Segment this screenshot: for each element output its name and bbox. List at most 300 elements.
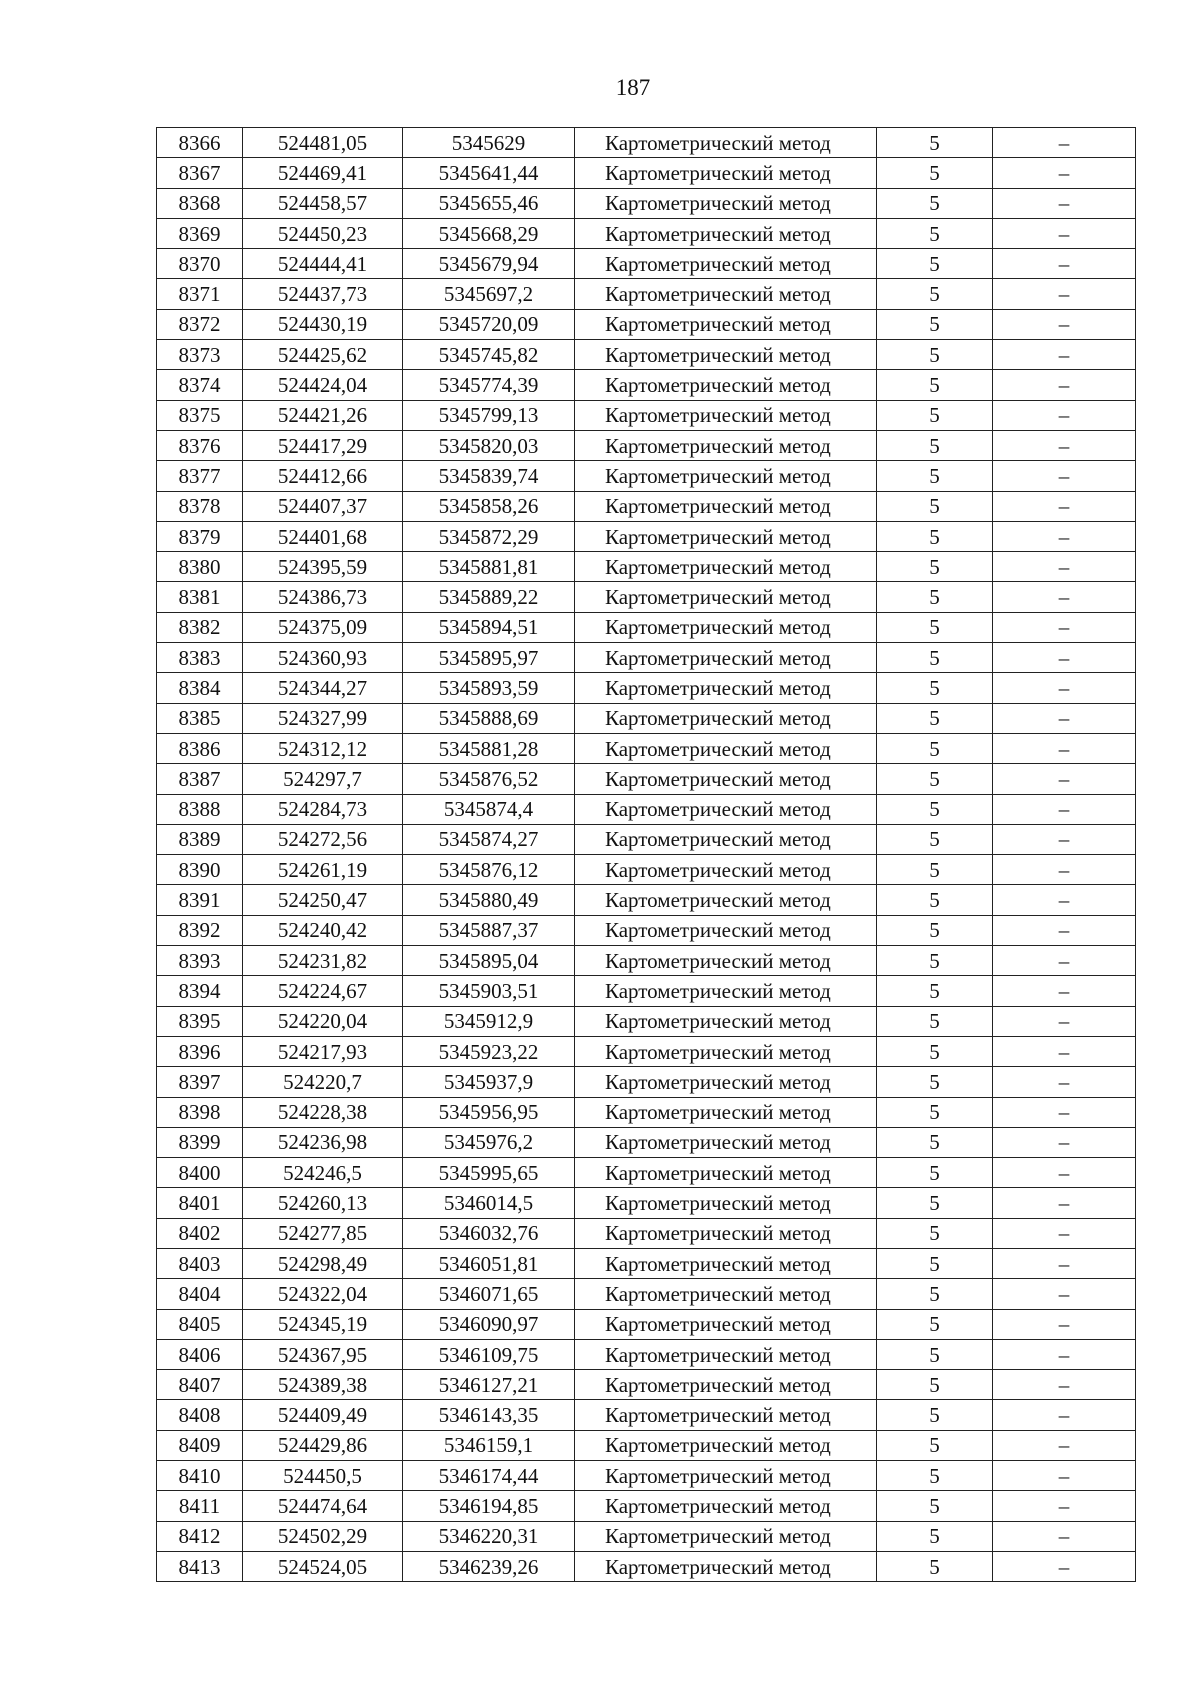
table-row	[157, 461, 1136, 491]
precision-cell: 5	[877, 1521, 993, 1551]
page-number: 187	[615, 75, 651, 100]
method-cell: Картометрический метод	[575, 430, 877, 460]
x-coordinate-cell: 524224,67	[243, 976, 403, 1006]
point-number-cell: 8396	[157, 1036, 243, 1066]
note-cell: –	[993, 430, 1136, 460]
precision-cell: 5	[877, 552, 993, 582]
method-cell: Картометрический метод	[575, 855, 877, 885]
y-coordinate-cell: 5345976,2	[403, 1127, 575, 1157]
y-coordinate-cell: 5345629	[403, 128, 575, 158]
note-cell: –	[993, 1127, 1136, 1157]
x-coordinate-cell: 524272,56	[243, 824, 403, 854]
table-row	[157, 1491, 1136, 1521]
x-coordinate-cell: 524322,04	[243, 1279, 403, 1309]
y-coordinate-cell: 5345655,46	[403, 188, 575, 218]
table-row	[157, 764, 1136, 794]
method-cell: Картометрический метод	[575, 703, 877, 733]
method-cell: Картометрический метод	[575, 128, 877, 158]
note-cell: –	[993, 1188, 1136, 1218]
y-coordinate-cell: 5345894,51	[403, 612, 575, 642]
x-coordinate-cell: 524260,13	[243, 1188, 403, 1218]
x-coordinate-cell: 524474,64	[243, 1491, 403, 1521]
note-cell: –	[993, 1097, 1136, 1127]
point-number-cell: 8391	[157, 885, 243, 915]
method-cell: Картометрический метод	[575, 946, 877, 976]
x-coordinate-cell: 524444,41	[243, 249, 403, 279]
table-row	[157, 340, 1136, 370]
precision-cell: 5	[877, 582, 993, 612]
x-coordinate-cell: 524417,29	[243, 430, 403, 460]
table-row	[157, 976, 1136, 1006]
x-coordinate-cell: 524458,57	[243, 188, 403, 218]
precision-cell: 5	[877, 612, 993, 642]
note-cell: –	[993, 552, 1136, 582]
x-coordinate-cell: 524297,7	[243, 764, 403, 794]
method-cell: Картометрический метод	[575, 1370, 877, 1400]
method-cell: Картометрический метод	[575, 643, 877, 673]
method-cell: Картометрический метод	[575, 1400, 877, 1430]
table-row	[157, 430, 1136, 460]
point-number-cell: 8400	[157, 1158, 243, 1188]
table-row	[157, 188, 1136, 218]
point-number-cell: 8392	[157, 915, 243, 945]
precision-cell: 5	[877, 794, 993, 824]
note-cell: –	[993, 582, 1136, 612]
table-row	[157, 1006, 1136, 1036]
x-coordinate-cell: 524261,19	[243, 855, 403, 885]
precision-cell: 5	[877, 188, 993, 218]
table-row	[157, 885, 1136, 915]
method-cell: Картометрический метод	[575, 1127, 877, 1157]
table-row	[157, 612, 1136, 642]
y-coordinate-cell: 5345881,28	[403, 733, 575, 763]
y-coordinate-cell: 5345745,82	[403, 340, 575, 370]
point-number-cell: 8413	[157, 1551, 243, 1581]
y-coordinate-cell: 5345679,94	[403, 249, 575, 279]
y-coordinate-cell: 5345880,49	[403, 885, 575, 915]
method-cell: Картометрический метод	[575, 1521, 877, 1551]
method-cell: Картометрический метод	[575, 733, 877, 763]
point-number-cell: 8394	[157, 976, 243, 1006]
y-coordinate-cell: 5345668,29	[403, 218, 575, 248]
y-coordinate-cell: 5345720,09	[403, 309, 575, 339]
method-cell: Картометрический метод	[575, 1279, 877, 1309]
y-coordinate-cell: 5346090,97	[403, 1309, 575, 1339]
x-coordinate-cell: 524375,09	[243, 612, 403, 642]
table-row	[157, 279, 1136, 309]
precision-cell: 5	[877, 1067, 993, 1097]
table-row	[157, 1461, 1136, 1491]
x-coordinate-cell: 524246,5	[243, 1158, 403, 1188]
y-coordinate-cell: 5345881,81	[403, 552, 575, 582]
note-cell: –	[993, 1339, 1136, 1369]
note-cell: –	[993, 764, 1136, 794]
y-coordinate-cell: 5345820,03	[403, 430, 575, 460]
table-row	[157, 1400, 1136, 1430]
y-coordinate-cell: 5345895,97	[403, 643, 575, 673]
precision-cell: 5	[877, 1370, 993, 1400]
method-cell: Картометрический метод	[575, 1248, 877, 1278]
table-row	[157, 309, 1136, 339]
x-coordinate-cell: 524424,04	[243, 370, 403, 400]
coordinates-table-body	[157, 128, 1136, 1582]
note-cell: –	[993, 673, 1136, 703]
table-row	[157, 915, 1136, 945]
table-row	[157, 1218, 1136, 1248]
note-cell: –	[993, 733, 1136, 763]
precision-cell: 5	[877, 946, 993, 976]
precision-cell: 5	[877, 1097, 993, 1127]
point-number-cell: 8409	[157, 1430, 243, 1460]
method-cell: Картометрический метод	[575, 1036, 877, 1066]
table-row	[157, 128, 1136, 158]
method-cell: Картометрический метод	[575, 1551, 877, 1581]
point-number-cell: 8402	[157, 1218, 243, 1248]
table-row	[157, 1309, 1136, 1339]
x-coordinate-cell: 524386,73	[243, 582, 403, 612]
x-coordinate-cell: 524344,27	[243, 673, 403, 703]
note-cell: –	[993, 1158, 1136, 1188]
x-coordinate-cell: 524220,04	[243, 1006, 403, 1036]
table-row	[157, 794, 1136, 824]
note-cell: –	[993, 1036, 1136, 1066]
precision-cell: 5	[877, 461, 993, 491]
method-cell: Картометрический метод	[575, 673, 877, 703]
point-number-cell: 8407	[157, 1370, 243, 1400]
method-cell: Картометрический метод	[575, 521, 877, 551]
table-row	[157, 1248, 1136, 1278]
method-cell: Картометрический метод	[575, 370, 877, 400]
point-number-cell: 8378	[157, 491, 243, 521]
x-coordinate-cell: 524277,85	[243, 1218, 403, 1248]
y-coordinate-cell: 5345923,22	[403, 1036, 575, 1066]
method-cell: Картометрический метод	[575, 1461, 877, 1491]
precision-cell: 5	[877, 128, 993, 158]
x-coordinate-cell: 524409,49	[243, 1400, 403, 1430]
method-cell: Картометрический метод	[575, 794, 877, 824]
point-number-cell: 8393	[157, 946, 243, 976]
table-row	[157, 824, 1136, 854]
note-cell: –	[993, 1279, 1136, 1309]
x-coordinate-cell: 524450,5	[243, 1461, 403, 1491]
precision-cell: 5	[877, 370, 993, 400]
note-cell: –	[993, 249, 1136, 279]
table-row	[157, 673, 1136, 703]
y-coordinate-cell: 5345903,51	[403, 976, 575, 1006]
y-coordinate-cell: 5346109,75	[403, 1339, 575, 1369]
x-coordinate-cell: 524236,98	[243, 1127, 403, 1157]
table-row	[157, 1521, 1136, 1551]
precision-cell: 5	[877, 521, 993, 551]
point-number-cell: 8385	[157, 703, 243, 733]
point-number-cell: 8377	[157, 461, 243, 491]
precision-cell: 5	[877, 764, 993, 794]
precision-cell: 5	[877, 491, 993, 521]
x-coordinate-cell: 524220,7	[243, 1067, 403, 1097]
point-number-cell: 8412	[157, 1521, 243, 1551]
y-coordinate-cell: 5345799,13	[403, 400, 575, 430]
x-coordinate-cell: 524284,73	[243, 794, 403, 824]
table-row	[157, 703, 1136, 733]
x-coordinate-cell: 524524,05	[243, 1551, 403, 1581]
precision-cell: 5	[877, 1309, 993, 1339]
table-row	[157, 1279, 1136, 1309]
table-row	[157, 1188, 1136, 1218]
note-cell: –	[993, 1218, 1136, 1248]
y-coordinate-cell: 5345876,12	[403, 855, 575, 885]
precision-cell: 5	[877, 976, 993, 1006]
y-coordinate-cell: 5346194,85	[403, 1491, 575, 1521]
precision-cell: 5	[877, 1551, 993, 1581]
method-cell: Картометрический метод	[575, 309, 877, 339]
note-cell: –	[993, 521, 1136, 551]
note-cell: –	[993, 1491, 1136, 1521]
point-number-cell: 8384	[157, 673, 243, 703]
precision-cell: 5	[877, 703, 993, 733]
point-number-cell: 8404	[157, 1279, 243, 1309]
point-number-cell: 8379	[157, 521, 243, 551]
point-number-cell: 8403	[157, 1248, 243, 1278]
precision-cell: 5	[877, 1006, 993, 1036]
note-cell: –	[993, 1067, 1136, 1097]
table-row	[157, 249, 1136, 279]
y-coordinate-cell: 5346071,65	[403, 1279, 575, 1309]
note-cell: –	[993, 218, 1136, 248]
precision-cell: 5	[877, 885, 993, 915]
x-coordinate-cell: 524407,37	[243, 491, 403, 521]
method-cell: Картометрический метод	[575, 1218, 877, 1248]
table-row	[157, 1067, 1136, 1097]
x-coordinate-cell: 524389,38	[243, 1370, 403, 1400]
method-cell: Картометрический метод	[575, 340, 877, 370]
note-cell: –	[993, 158, 1136, 188]
point-number-cell: 8376	[157, 430, 243, 460]
precision-cell: 5	[877, 1036, 993, 1066]
point-number-cell: 8375	[157, 400, 243, 430]
note-cell: –	[993, 188, 1136, 218]
y-coordinate-cell: 5346014,5	[403, 1188, 575, 1218]
point-number-cell: 8411	[157, 1491, 243, 1521]
method-cell: Картометрический метод	[575, 218, 877, 248]
note-cell: –	[993, 370, 1136, 400]
precision-cell: 5	[877, 1491, 993, 1521]
point-number-cell: 8406	[157, 1339, 243, 1369]
point-number-cell: 8374	[157, 370, 243, 400]
table-row	[157, 521, 1136, 551]
precision-cell: 5	[877, 1279, 993, 1309]
method-cell: Картометрический метод	[575, 582, 877, 612]
y-coordinate-cell: 5345995,65	[403, 1158, 575, 1188]
y-coordinate-cell: 5345895,04	[403, 946, 575, 976]
point-number-cell: 8373	[157, 340, 243, 370]
note-cell: –	[993, 1309, 1136, 1339]
x-coordinate-cell: 524240,42	[243, 915, 403, 945]
precision-cell: 5	[877, 249, 993, 279]
precision-cell: 5	[877, 279, 993, 309]
x-coordinate-cell: 524450,23	[243, 218, 403, 248]
x-coordinate-cell: 524250,47	[243, 885, 403, 915]
x-coordinate-cell: 524228,38	[243, 1097, 403, 1127]
note-cell: –	[993, 1430, 1136, 1460]
y-coordinate-cell: 5346127,21	[403, 1370, 575, 1400]
precision-cell: 5	[877, 824, 993, 854]
y-coordinate-cell: 5346143,35	[403, 1400, 575, 1430]
method-cell: Картометрический метод	[575, 885, 877, 915]
x-coordinate-cell: 524412,66	[243, 461, 403, 491]
table-row	[157, 158, 1136, 188]
point-number-cell: 8381	[157, 582, 243, 612]
note-cell: –	[993, 309, 1136, 339]
y-coordinate-cell: 5346220,31	[403, 1521, 575, 1551]
method-cell: Картометрический метод	[575, 1491, 877, 1521]
note-cell: –	[993, 612, 1136, 642]
table-row	[157, 1158, 1136, 1188]
table-row	[157, 218, 1136, 248]
note-cell: –	[993, 1400, 1136, 1430]
method-cell: Картометрический метод	[575, 552, 877, 582]
note-cell: –	[993, 461, 1136, 491]
point-number-cell: 8405	[157, 1309, 243, 1339]
note-cell: –	[993, 824, 1136, 854]
note-cell: –	[993, 340, 1136, 370]
table-row	[157, 1036, 1136, 1066]
table-row	[157, 1339, 1136, 1369]
table-row	[157, 370, 1136, 400]
precision-cell: 5	[877, 400, 993, 430]
precision-cell: 5	[877, 218, 993, 248]
point-number-cell: 8372	[157, 309, 243, 339]
x-coordinate-cell: 524481,05	[243, 128, 403, 158]
method-cell: Картометрический метод	[575, 1097, 877, 1127]
y-coordinate-cell: 5346239,26	[403, 1551, 575, 1581]
note-cell: –	[993, 279, 1136, 309]
precision-cell: 5	[877, 915, 993, 945]
point-number-cell: 8395	[157, 1006, 243, 1036]
x-coordinate-cell: 524298,49	[243, 1248, 403, 1278]
point-number-cell: 8368	[157, 188, 243, 218]
table-row	[157, 643, 1136, 673]
note-cell: –	[993, 885, 1136, 915]
x-coordinate-cell: 524327,99	[243, 703, 403, 733]
precision-cell: 5	[877, 673, 993, 703]
y-coordinate-cell: 5346174,44	[403, 1461, 575, 1491]
method-cell: Картометрический метод	[575, 158, 877, 188]
table-row	[157, 855, 1136, 885]
coordinates-table	[156, 127, 1136, 1582]
point-number-cell: 8387	[157, 764, 243, 794]
precision-cell: 5	[877, 643, 993, 673]
method-cell: Картометрический метод	[575, 764, 877, 794]
note-cell: –	[993, 1521, 1136, 1551]
method-cell: Картометрический метод	[575, 1067, 877, 1097]
method-cell: Картометрический метод	[575, 188, 877, 218]
point-number-cell: 8369	[157, 218, 243, 248]
table-row	[157, 552, 1136, 582]
note-cell: –	[993, 491, 1136, 521]
y-coordinate-cell: 5345889,22	[403, 582, 575, 612]
precision-cell: 5	[877, 1400, 993, 1430]
y-coordinate-cell: 5345872,29	[403, 521, 575, 551]
precision-cell: 5	[877, 1430, 993, 1460]
precision-cell: 5	[877, 158, 993, 188]
y-coordinate-cell: 5345858,26	[403, 491, 575, 521]
y-coordinate-cell: 5345874,4	[403, 794, 575, 824]
note-cell: –	[993, 1551, 1136, 1581]
precision-cell: 5	[877, 1248, 993, 1278]
point-number-cell: 8366	[157, 128, 243, 158]
precision-cell: 5	[877, 1339, 993, 1369]
x-coordinate-cell: 524345,19	[243, 1309, 403, 1339]
method-cell: Картометрический метод	[575, 279, 877, 309]
method-cell: Картометрический метод	[575, 461, 877, 491]
table-row	[157, 946, 1136, 976]
table-row	[157, 582, 1136, 612]
precision-cell: 5	[877, 1218, 993, 1248]
x-coordinate-cell: 524430,19	[243, 309, 403, 339]
table-row	[157, 1127, 1136, 1157]
method-cell: Картометрический метод	[575, 976, 877, 1006]
y-coordinate-cell: 5346051,81	[403, 1248, 575, 1278]
note-cell: –	[993, 794, 1136, 824]
note-cell: –	[993, 915, 1136, 945]
table-row	[157, 400, 1136, 430]
y-coordinate-cell: 5345697,2	[403, 279, 575, 309]
point-number-cell: 8398	[157, 1097, 243, 1127]
method-cell: Картометрический метод	[575, 1006, 877, 1036]
method-cell: Картометрический метод	[575, 1188, 877, 1218]
note-cell: –	[993, 400, 1136, 430]
point-number-cell: 8408	[157, 1400, 243, 1430]
precision-cell: 5	[877, 855, 993, 885]
y-coordinate-cell: 5345937,9	[403, 1067, 575, 1097]
precision-cell: 5	[877, 309, 993, 339]
table-row	[157, 491, 1136, 521]
point-number-cell: 8386	[157, 733, 243, 763]
y-coordinate-cell: 5346159,1	[403, 1430, 575, 1460]
y-coordinate-cell: 5345774,39	[403, 370, 575, 400]
x-coordinate-cell: 524395,59	[243, 552, 403, 582]
point-number-cell: 8370	[157, 249, 243, 279]
point-number-cell: 8410	[157, 1461, 243, 1491]
point-number-cell: 8401	[157, 1188, 243, 1218]
x-coordinate-cell: 524401,68	[243, 521, 403, 551]
x-coordinate-cell: 524425,62	[243, 340, 403, 370]
point-number-cell: 8382	[157, 612, 243, 642]
method-cell: Картометрический метод	[575, 1339, 877, 1369]
note-cell: –	[993, 855, 1136, 885]
x-coordinate-cell: 524217,93	[243, 1036, 403, 1066]
note-cell: –	[993, 703, 1136, 733]
note-cell: –	[993, 128, 1136, 158]
method-cell: Картометрический метод	[575, 400, 877, 430]
table-row	[157, 1370, 1136, 1400]
y-coordinate-cell: 5346032,76	[403, 1218, 575, 1248]
method-cell: Картометрический метод	[575, 1158, 877, 1188]
y-coordinate-cell: 5345641,44	[403, 158, 575, 188]
method-cell: Картометрический метод	[575, 249, 877, 279]
y-coordinate-cell: 5345956,95	[403, 1097, 575, 1127]
point-number-cell: 8388	[157, 794, 243, 824]
x-coordinate-cell: 524367,95	[243, 1339, 403, 1369]
note-cell: –	[993, 643, 1136, 673]
y-coordinate-cell: 5345874,27	[403, 824, 575, 854]
note-cell: –	[993, 1006, 1136, 1036]
y-coordinate-cell: 5345893,59	[403, 673, 575, 703]
table-row	[157, 1430, 1136, 1460]
precision-cell: 5	[877, 1188, 993, 1218]
precision-cell: 5	[877, 340, 993, 370]
x-coordinate-cell: 524429,86	[243, 1430, 403, 1460]
